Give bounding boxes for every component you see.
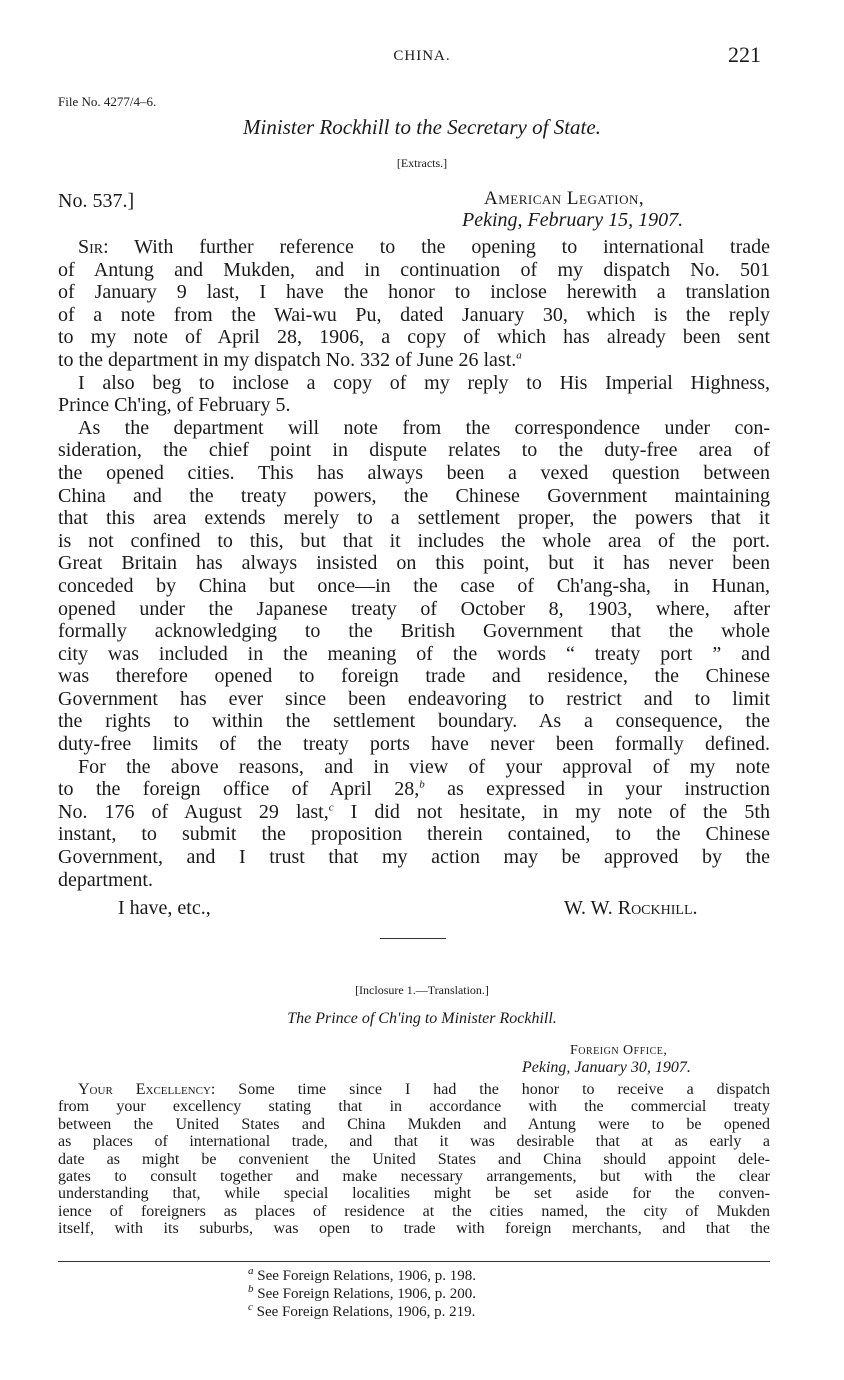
inclosure-title: The Prince of Ch'ing to Minister Rockhill. (287, 1010, 557, 1027)
body-line-text: to the foreign office of April 28, (58, 778, 420, 801)
body-line: the rights to within the settlement boundary. As a consequence, the (58, 710, 770, 733)
legation-heading: American Legation, (484, 188, 645, 209)
body-line-text: as expressed in your instruction (424, 778, 770, 801)
body-line (58, 236, 770, 259)
body-line: For the above reasons, and in view of your approval of my note (78, 755, 770, 778)
inclosure-line: understanding that, while special localities might be set aside for the conven- (58, 1185, 770, 1203)
inclosure-label: [Inclosure 1.—Translation.] (355, 983, 489, 997)
inclosure-line: date as might be convenient the United States and China should appoint dele- (58, 1150, 770, 1168)
section-divider (380, 938, 446, 939)
footnote-marker: b (248, 1283, 254, 1295)
body-line-text: : With further reference to the opening to international trade (103, 236, 770, 258)
signature (564, 897, 698, 920)
footnote-marker: a (248, 1265, 254, 1277)
body-line: instant, to submit the proposition therein contained, to the Chinese (58, 823, 770, 846)
letter-title: Minister Rockhill to the Secretary of State. (243, 115, 601, 139)
body-line: department. (58, 868, 153, 891)
inclosure-line: ience of foreigners as places of residence at the cities named, the city of Mukden (58, 1202, 770, 1220)
file-number: File No. 4277/4–6. (58, 94, 157, 109)
letter-body (58, 236, 770, 891)
inclosure-body (58, 1081, 770, 1238)
footnote-rule (58, 1261, 770, 1262)
signature-name: Rockhill. (617, 897, 698, 919)
dispatch-number: No. 537.] (58, 190, 135, 212)
inclosure-line (58, 1081, 770, 1098)
body-line: formally acknowledging to the British Government that the whole (58, 620, 770, 643)
footnote-text: See Foreign Relations, 1906, p. 219. (256, 1304, 476, 1320)
footnote-c (248, 1303, 476, 1321)
footnote-b (248, 1285, 476, 1303)
body-line-text: to the department in my dispatch No. 332 of June 26 last. (58, 348, 517, 371)
body-line (58, 778, 770, 801)
inclosure-salutation: Your Excellency (78, 1081, 211, 1098)
footnote-text: See Foreign Relations, 1906, p. 200. (257, 1286, 476, 1302)
body-line: Great Britain has always insisted on this point, but it has never been (58, 552, 770, 575)
inclosure-line: as places of international trade, and that it was desirable that at as early a (58, 1133, 770, 1151)
body-line: of January 9 last, I have the honor to inclose herewith a translation (58, 281, 770, 304)
running-head: CHINA. (393, 48, 451, 64)
footnote-text: See Foreign Relations, 1906, p. 198. (257, 1268, 476, 1284)
footnotes (248, 1267, 476, 1321)
body-line: the opened cities. This has always been a vexed question between (58, 461, 770, 484)
inclosure-line: gates to consult together and make necessary arrangements, but with the clear (58, 1167, 770, 1185)
body-line-text: I did not hesitate, in my note of the 5th (333, 800, 770, 823)
closing-phrase: I have, etc., (118, 897, 211, 919)
footnote-mark-b: b (419, 778, 425, 791)
foreign-office-heading: Foreign Office, (570, 1043, 668, 1058)
body-line: was therefore opened to foreign trade and residence, the Chinese (58, 665, 770, 688)
body-line: sideration, the chief point in dispute relates to the duty-free area of (58, 439, 770, 462)
page-number: 221 (728, 42, 761, 67)
footnote-marker: c (248, 1301, 253, 1313)
inclosure-line: itself, with its suburbs, was open to trade with foreign merchants, and that the (58, 1220, 770, 1238)
footnote-mark-c: c (328, 801, 334, 814)
footnote-mark-a: a (516, 349, 522, 362)
body-line: city was included in the meaning of the words “ treaty port ” and (58, 642, 770, 665)
body-line: Government has ever since been endeavoring to restrict and to limit (58, 687, 770, 710)
inclosure-line-text: : Some time since I had the honor to receive a dispatch (210, 1081, 771, 1098)
body-line: that this area extends merely to a settlement proper, the powers that it (58, 507, 770, 530)
footnote-a (248, 1267, 476, 1285)
body-line: of Antung and Mukden, and in continuation of my dispatch No. 501 (58, 258, 770, 281)
inclosure-line: from your excellency stating that in accordance with the commercial treaty (58, 1098, 770, 1116)
body-line-text: No. 176 of August 29 last, (58, 800, 329, 823)
inclosure-line: between the United States and China Mukden and Antung were to be opened (58, 1115, 770, 1133)
body-line (58, 349, 770, 372)
body-line: China and the treaty powers, the Chinese Government maintaining (58, 484, 770, 507)
body-line: of a note from the Wai-wu Pu, dated January 30, which is the reply (58, 303, 770, 326)
body-line (58, 801, 770, 824)
body-line: conceded by China but once—in the case of Ch'ang-sha, in Hunan, (58, 574, 770, 597)
body-line: to my note of April 28, 1906, a copy of which has already been sent (58, 326, 770, 349)
body-line: As the department will note from the correspondence under con- (78, 416, 770, 439)
body-line: I also beg to inclose a copy of my reply to His Imperial Highness, (78, 371, 770, 394)
body-line: duty-free limits of the treaty ports have never been formally defined. (58, 733, 770, 756)
dispatch-place-date: Peking, February 15, 1907. (462, 209, 684, 231)
signature-initials: W. W. (564, 897, 613, 919)
inclosure-place-date: Peking, January 30, 1907. (522, 1059, 691, 1076)
body-line: is not confined to this, but that it includes the whole area of the port. (58, 529, 770, 552)
body-line: Prince Ch'ing, of February 5. (58, 394, 291, 417)
extracts-note: [Extracts.] (396, 156, 448, 170)
body-line: Government, and I trust that my action may be approved by the (58, 846, 770, 869)
body-line: opened under the Japanese treaty of October 8, 1903, where, after (58, 597, 770, 620)
salutation-sir: Sir (78, 236, 104, 258)
